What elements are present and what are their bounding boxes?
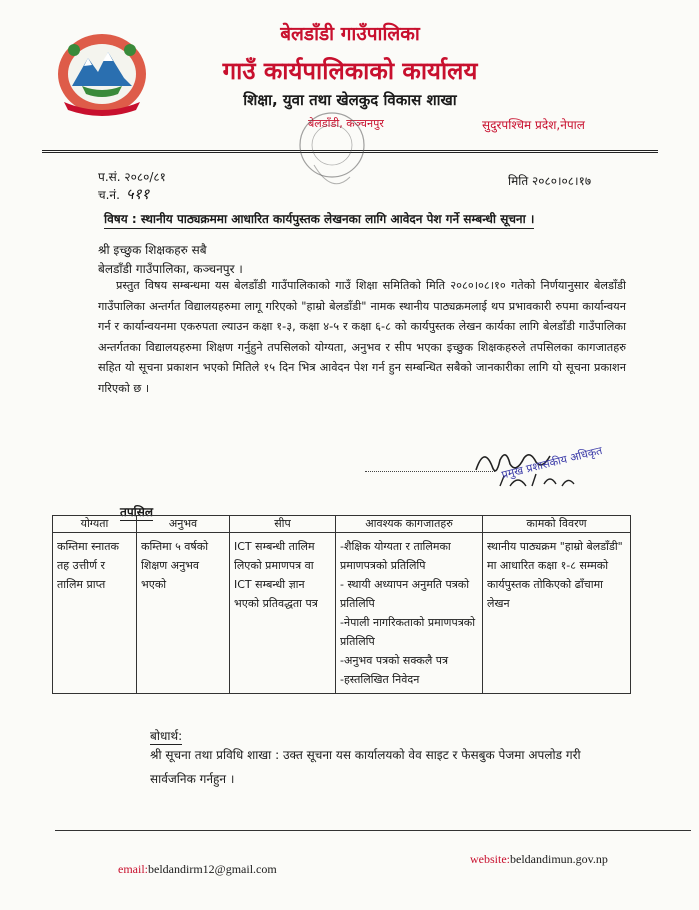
letter-date: मिति २०८०।०८।१७ — [508, 174, 592, 188]
email-label: email: — [118, 862, 148, 876]
skill-cell: ICT सम्बन्धी तालिम लिएको प्रमाणपत्र वा ICT सम्बन्धी ज्ञान भएको प्रतिवद्धता पत्र — [230, 533, 336, 694]
column-header: सीप — [230, 516, 336, 533]
dispatch-number — [98, 184, 149, 204]
nepal-emblem-logo — [52, 28, 152, 120]
recipient-line-1: श्री इच्छुक शिक्षकहरु सबै — [98, 243, 207, 257]
column-header: कामको विवरण — [483, 516, 631, 533]
office-name: गाउँ कार्यपालिकाको कार्यालय — [222, 57, 478, 85]
table-row — [53, 533, 631, 694]
notice-body: प्रस्तुत विषय सम्बन्धमा यस बेलडाँडी गाउँपालिकाको गाउँ शिक्षा समितिको मिति २०८०।०८।१० गतेको निर्णयानुसार बेलडाँडी गाउँपालिका अन्तर्गत विद्यालयहरुमा लागू गरिएको "हाम्रो बेलडाँडी" नामक स्थानीय पाठ्यक्रमलाई थप प्रभावकारी रुपमा कार्यान्वयन गर्न र कार्यान्वयनमा एकरुपता ल्याउन कक्षा १-३, कक्षा ४-५ र कक्षा ६-८ को कार्यपुस्तक लेखन कार्यका लागि बेलडाँडी गाउँपालिका अन्तर्गतका विद्यालयहरुमा शिक्षण गर्नुहुने तपसिलको योग्यता, अनुभव र सीप भएका इच्छुक शिक्षकहरुले तपसिलका कागजातहरु सहित यो सूचना प्रकाशन भएको मितिले १५ दिन भित्र आवेदन पेश गर्न हुन सम्बन्धित सबैको जानकारीका लागि यो सूचना प्रकाशन गरिएको छ । — [98, 279, 626, 395]
column-header: अनुभव — [137, 516, 230, 533]
section-name: शिक्षा, युवा तथा खेलकुद विकास शाखा — [243, 91, 457, 109]
footer-divider — [55, 830, 691, 831]
document-item: -अनुभव पत्रको सक्कलै पत्र — [340, 654, 449, 667]
dispatch-value: ५११ — [125, 185, 150, 203]
documents-cell — [336, 533, 483, 694]
column-header: योग्यता — [53, 516, 137, 533]
website-label: website: — [470, 852, 510, 866]
cc-label: बोधार्थ: — [150, 729, 183, 743]
address-right: सुदुरपश्चिम प्रदेश,नेपाल — [482, 118, 585, 132]
document-item: - स्थायी अध्यापन अनुमति पत्रको प्रतिलिपि — [340, 578, 470, 610]
details-heading: तपसिल — [120, 505, 154, 519]
requirements-table — [52, 515, 631, 694]
document-item: -नेपाली नागरिकताको प्रमाणपत्रको प्रतिलिपि — [340, 616, 476, 648]
experience-cell: कम्तिमा ५ वर्षको शिक्षण अनुभव भएको — [137, 533, 230, 694]
recipient-line-2: बेलडाँडी गाउँपालिका, कञ्चनपुर । — [98, 262, 243, 276]
office-stamp — [292, 105, 372, 215]
table-header-row — [53, 516, 631, 533]
qualification-cell: कम्तिमा स्नातक तह उत्तीर्ण र तालिम प्राप्त — [53, 533, 137, 694]
footer-website — [470, 852, 608, 867]
cc-text: श्री सूचना तथा प्रविधि शाखा : उक्त सूचना यस कार्यालयको वेव साइट र फेसबुक पेजमा अपलोड गरी सार्वजनिक गर्नहुन । — [150, 748, 581, 786]
dispatch-label: च.नं. — [98, 188, 120, 202]
work-description-cell: स्थानीय पाठ्यक्रम "हाम्रो बेलडाँडी" मा आधारित कक्षा १-८ सम्मको कार्यपुस्तक तोकिएको ढाँचामा लेखन — [483, 533, 631, 694]
email-value: beldandirm12@gmail.com — [148, 862, 277, 876]
signatory-title: प्रमुख प्रशासकीय अधिकृत — [500, 443, 604, 482]
document-item: -हस्तलिखित निवेदन — [340, 673, 420, 686]
municipality-name: बेलडाँडी गाउँपालिका — [280, 23, 420, 45]
document-item: -शैक्षिक योग्यता र तालिमका प्रमाणपत्रको प्रतिलिपि — [340, 540, 451, 572]
address-left: बेलडाँडी, कञ्चनपुर — [308, 117, 384, 130]
website-value: beldandimun.gov.np — [510, 852, 608, 866]
column-header: आवश्यक कागजातहरु — [336, 516, 483, 533]
footer-email — [118, 862, 277, 877]
reference-number: प.सं. २०८०/८१ — [98, 170, 166, 184]
subject-line: विषय : स्थानीय पाठ्यक्रममा आधारित कार्यपुस्तक लेखनका लागि आवेदन पेश गर्ने सम्बन्धी सूचना । — [104, 210, 534, 229]
